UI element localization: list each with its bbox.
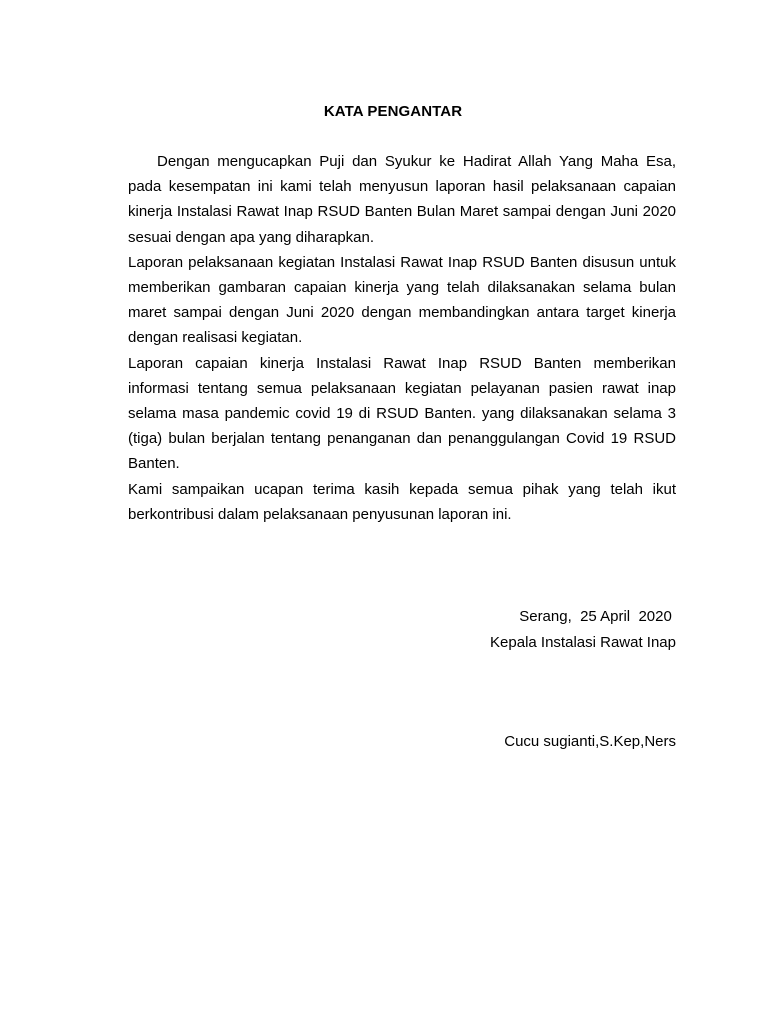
paragraph-report-purpose: Laporan pelaksanaan kegiatan Instalasi Rawat Inap RSUD Banten disusun untuk memberikan gambaran capaian kinerja yang telah dilaksanakan selama bulan maret sampai dengan Juni 2020 dengan membandingkan antara target kinerja dengan realisasi kegiatan. xyxy=(128,253,676,347)
signatory-position: Kepala Instalasi Rawat Inap xyxy=(490,633,676,651)
paragraph-opening: Dengan mengucapkan Puji dan Syukur ke Hadirat Allah Yang Maha Esa, pada kesempatan ini kami telah menyusun laporan hasil pelaksanaan capaian kinerja Instalasi Rawat Inap RSUD Banten Bulan Maret sampai dengan Juni 2020 sesuai dengan apa yang diharapkan. xyxy=(128,153,676,246)
document-body xyxy=(128,149,676,527)
closing-block xyxy=(276,604,676,655)
signatory-name: Cucu sugianti,S.Kep,Ners xyxy=(504,733,676,750)
paragraph-thanks: Kami sampaikan ucapan terima kasih kepada semua pihak yang telah ikut berkontribusi dalam pelaksanaan penyusunan laporan ini. xyxy=(128,480,676,523)
paragraph-report-info: Laporan capaian kinerja Instalasi Rawat Inap RSUD Banten memberikan informasi tentang semua pelaksanaan kegiatan pelayanan pasien rawat inap selama masa pandemic covid 19 di RSUD Banten. yang dilaksanakan selama 3 (tiga) bulan berjalan tentang penanganan dan penanggulangan Covid 19 RSUD Banten. xyxy=(128,354,676,473)
document-title: KATA PENGANTAR xyxy=(323,103,463,120)
place-date: Serang, 25 April 2020 xyxy=(519,608,676,625)
